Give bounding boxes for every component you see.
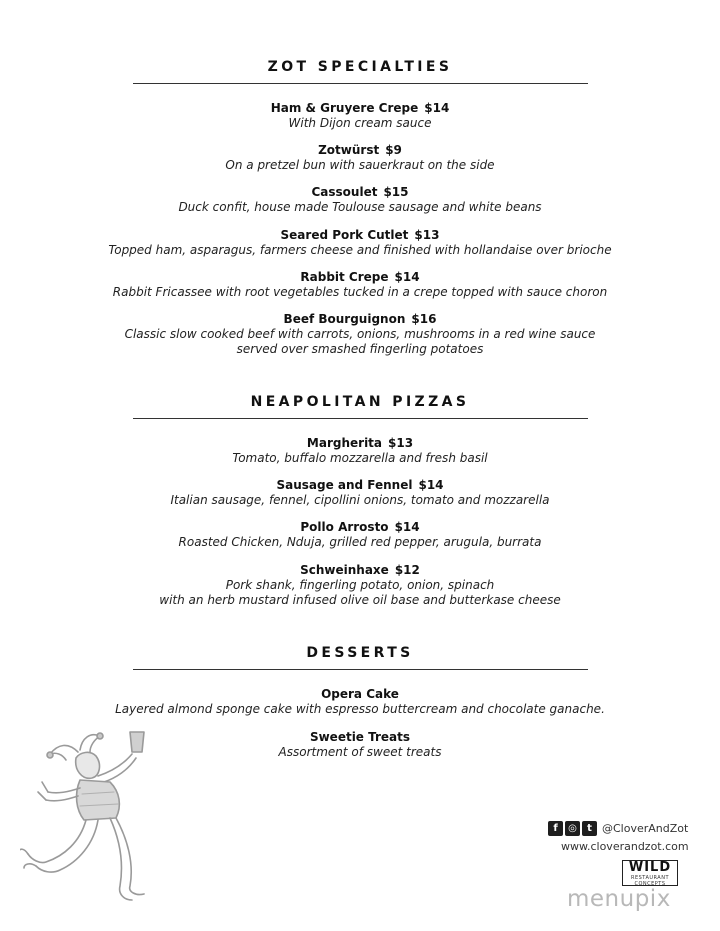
item-description: Duck confit, house made Toulouse sausage and white beans [178,200,542,214]
menu-item [0,270,720,300]
section-divider [133,418,588,419]
item-price: $9 [385,143,402,157]
item-price: $12 [394,563,420,577]
item-price: $14 [424,101,450,115]
menu-item [0,436,720,466]
item-description: Assortment of sweet treats [278,745,442,759]
item-price: $14 [418,478,444,492]
menu-item [0,101,720,131]
item-name: Ham & Gruyere Crepe [270,101,419,115]
item-description: Topped ham, asparagus, farmers cheese and finished with hollandaise over brioche [108,243,612,257]
social-links [548,821,688,836]
item-description: Roasted Chicken, Nduja, grilled red pepper, arugula, burrata [178,535,542,549]
logo-sub-text: RESTAURANT CONCEPTS [630,875,670,887]
facebook-icon[interactable]: f [548,821,563,836]
item-description: Pork shank, fingerling potato, onion, spinach [225,578,495,592]
logo-main-text: WILD [628,860,672,875]
item-description: Classic slow cooked beef with carrots, onions, mushrooms in a red wine sauce [124,327,596,341]
item-name: Schweinhaxe [300,563,389,577]
item-name: Rabbit Crepe [300,270,389,284]
menu-item [0,185,720,215]
menu-item [0,228,720,258]
item-description: Italian sausage, fennel, cipollini onions, tomato and mozzarella [170,493,550,507]
item-description: Rabbit Fricassee with root vegetables tucked in a crepe topped with sauce choron [112,285,608,299]
item-name: Opera Cake [321,687,399,701]
item-name: Pollo Arrosto [300,520,389,534]
twitter-icon[interactable]: t [582,821,597,836]
item-price: $14 [394,270,420,284]
menu-item [0,478,720,508]
item-name: Sausage and Fennel [276,478,413,492]
website-link[interactable]: www.cloverandzot.com [561,840,689,853]
item-price: $16 [411,312,437,326]
section-title-desserts: DESSERTS [306,645,414,661]
item-description: Layered almond sponge cake with espresso buttercream and chocolate ganache. [115,702,605,716]
wild-restaurant-logo [622,860,678,886]
menupix-watermark: menupix [567,886,671,912]
menu-item [0,312,720,356]
menu-item [0,520,720,550]
social-handle: @CloverAndZot [602,822,689,835]
menu-item [0,563,720,607]
section-title-neapolitan-pizzas: NEAPOLITAN PIZZAS [250,394,470,410]
instagram-icon[interactable]: ◎ [565,821,580,836]
item-name: Margherita [306,436,383,450]
item-description: On a pretzel bun with sauerkraut on the side [225,158,495,172]
item-name: Sweetie Treats [309,730,411,744]
item-description: With Dijon cream sauce [288,116,432,130]
item-name: Cassoulet [311,185,378,199]
item-price: $15 [383,185,409,199]
section-divider [133,83,588,84]
item-price: $13 [414,228,440,242]
menu-item [0,143,720,173]
item-description: served over smashed fingerling potatoes [236,341,484,356]
menu-item [0,687,720,717]
item-name: Beef Bourguignon [283,312,406,326]
item-price: $13 [388,436,414,450]
item-name: Zotwürst [318,143,380,157]
section-title-zot-specialties: ZOT SPECIALTIES [267,59,453,75]
item-description: Tomato, buffalo mozzarella and fresh basil [232,451,488,465]
section-divider [133,669,588,670]
item-description: with an herb mustard infused olive oil base and butterkase cheese [159,592,561,607]
item-price: $14 [394,520,420,534]
item-name: Seared Pork Cutlet [280,228,409,242]
jester-illustration [20,722,170,912]
